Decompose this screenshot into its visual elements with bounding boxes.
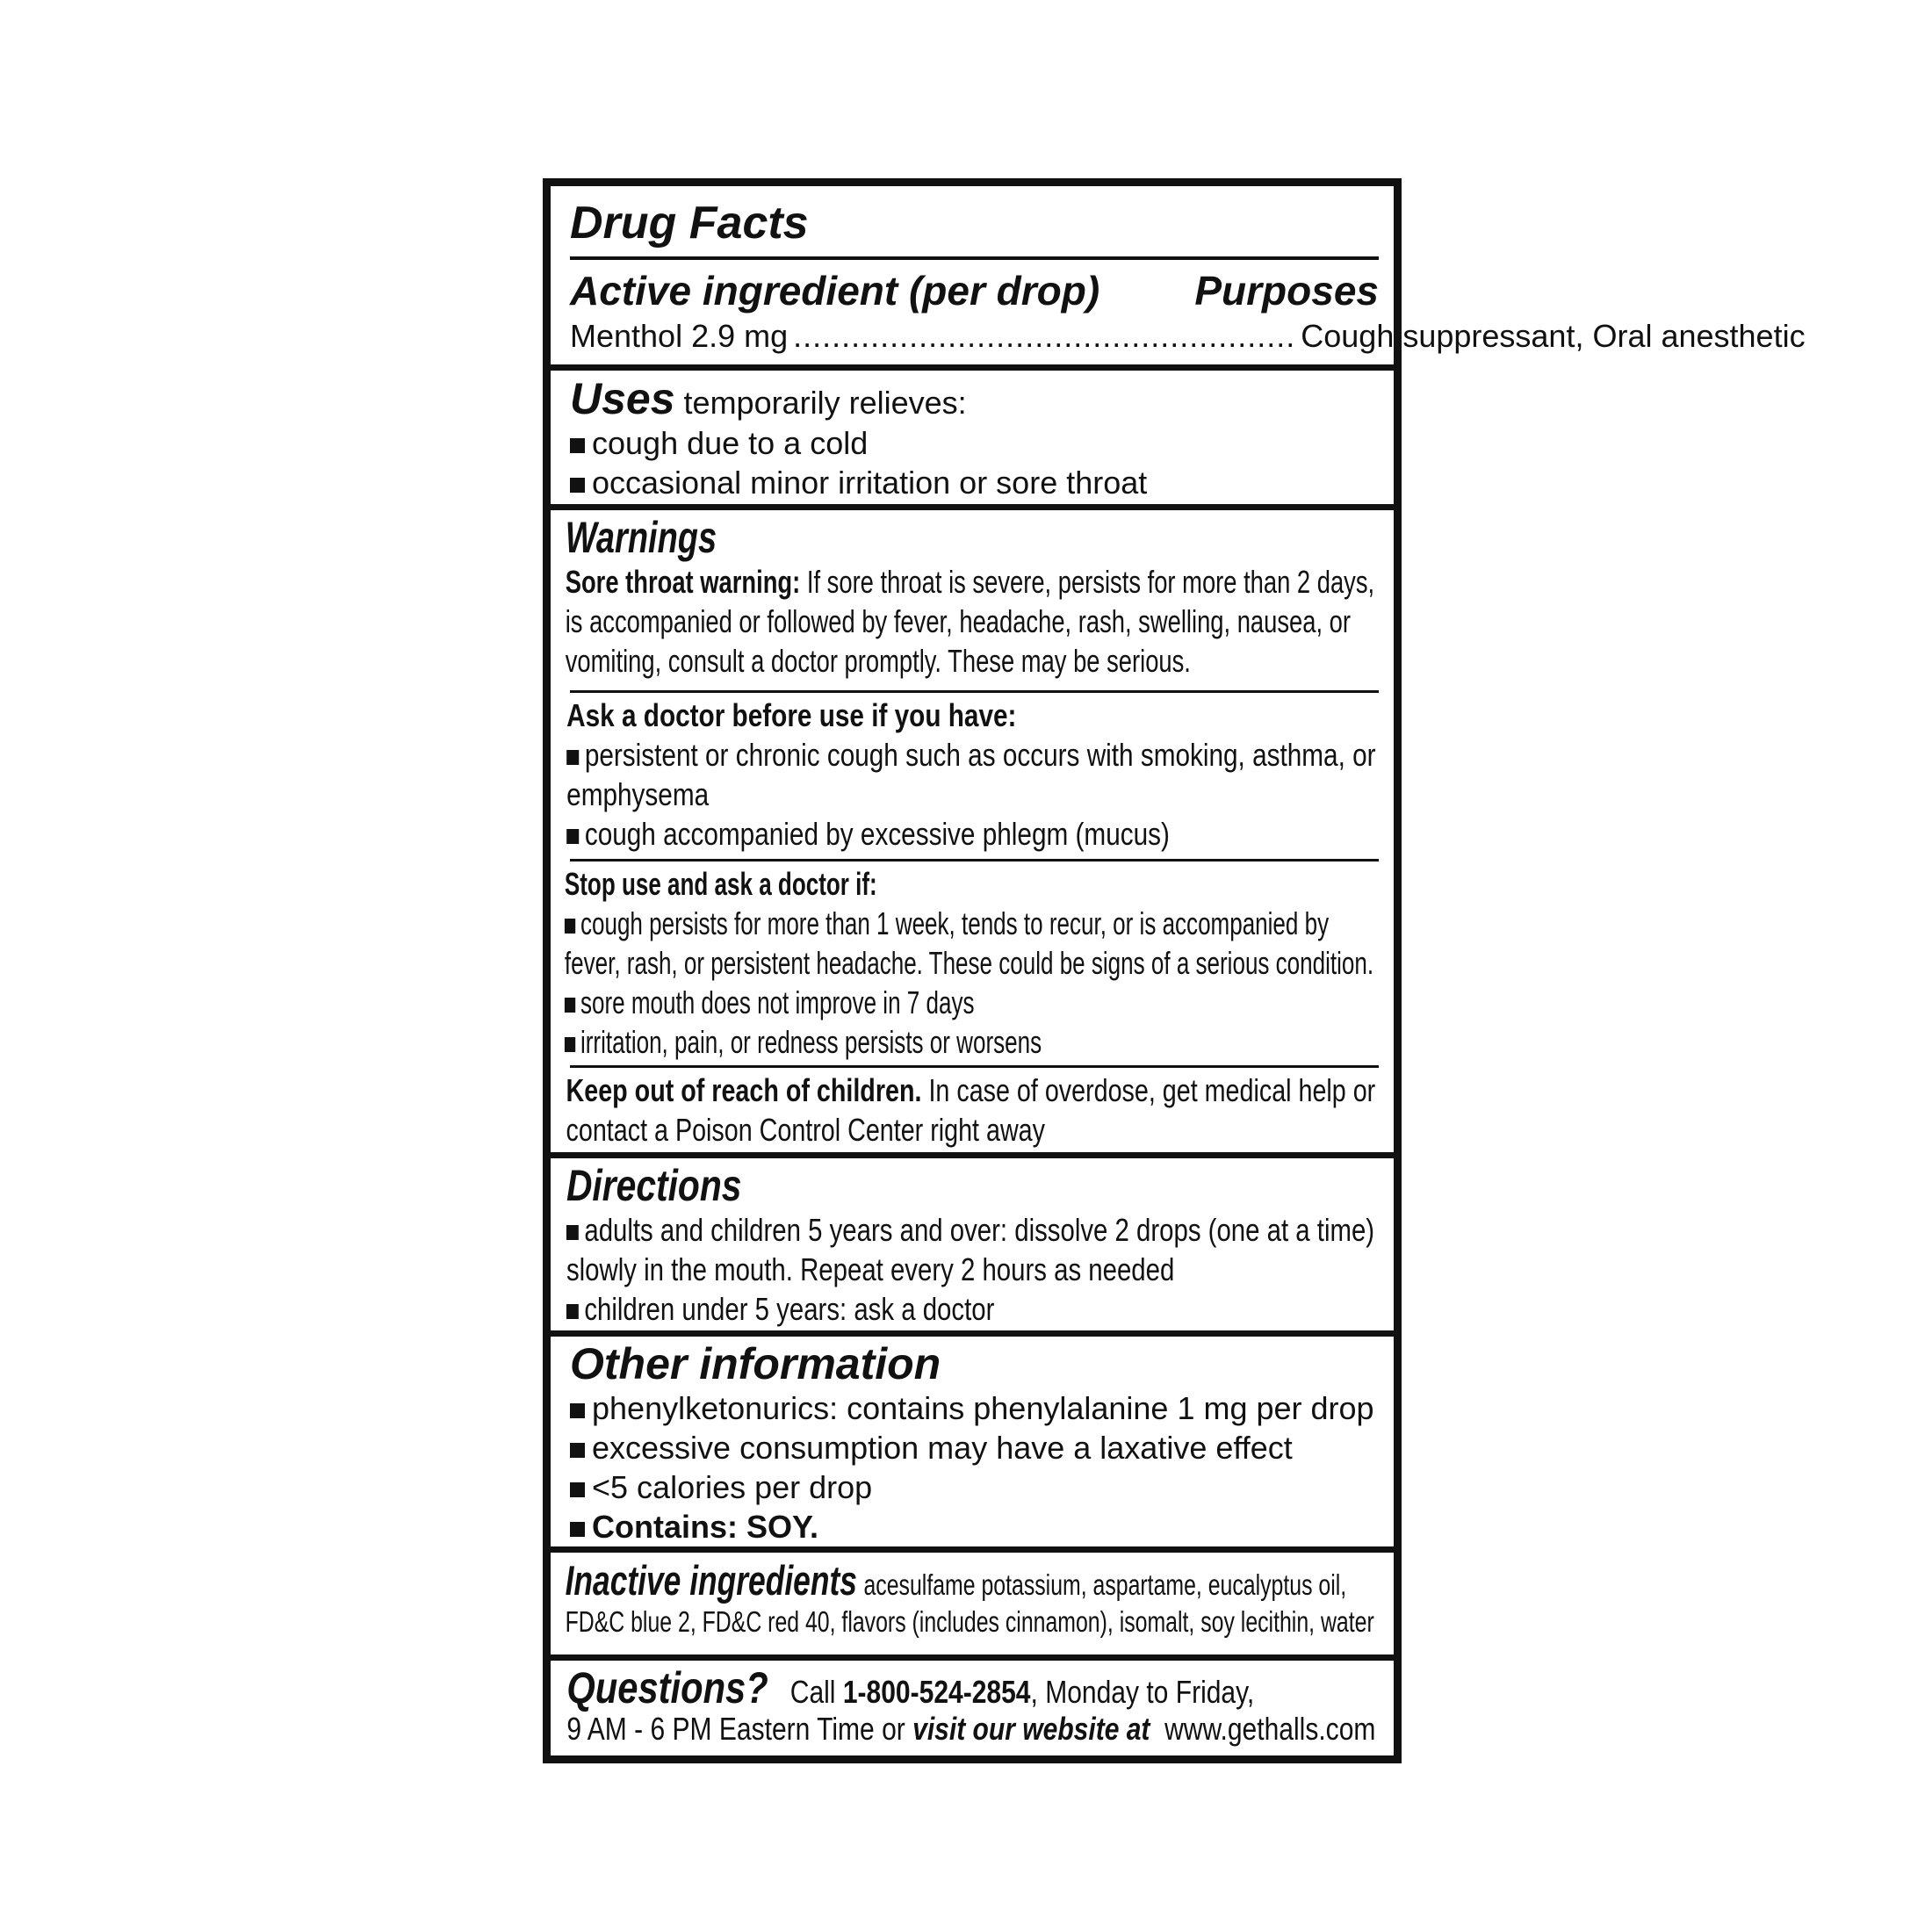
sore-throat-label: Sore throat warning:: [565, 564, 801, 600]
list-item-continuation: slowly in the mouth. Repeat every 2 hours as needed: [566, 1251, 1175, 1287]
active-ingredient-name: Menthol 2.9 mg: [570, 318, 789, 354]
list-item: cough due to a cold: [570, 423, 1379, 463]
list-item: cough persists for more than 1 week, tends to recur, or is accompanied by: [565, 904, 1150, 943]
keep-out-text: In case of overdose, get medical help or: [928, 1072, 1376, 1108]
list-item-continuation: emphysema: [566, 776, 710, 812]
list-item: <5 calories per drop: [570, 1467, 1379, 1507]
stop-use-label: Stop use and ask a doctor if:: [564, 866, 877, 902]
drug-facts-title: Drug Facts: [570, 198, 809, 249]
list-item: Contains: SOY.: [570, 1507, 1379, 1546]
inactive-text: FD&C blue 2, FD&C red 40, flavors (includes cinnamon), isomalt, soy lecithin, water: [565, 1605, 1374, 1638]
bullet-icon: [570, 1443, 585, 1458]
uses-panel: [551, 374, 1394, 502]
section-divider: [551, 504, 1394, 510]
bullet-icon: [570, 1403, 585, 1418]
active-ingredient-block: [551, 267, 1806, 356]
section-divider: [551, 1546, 1394, 1553]
bullet-icon: [570, 438, 585, 453]
bullet-icon: [566, 1225, 579, 1240]
sore-throat-text: If sore throat is severe, persists for more than 2 days,: [806, 564, 1375, 600]
keep-out-text: contact a Poison Control Center right away: [566, 1112, 1045, 1148]
other-info-heading: Other information: [570, 1339, 941, 1388]
warnings-panel: [551, 513, 1375, 681]
warnings-heading: Warnings: [565, 513, 717, 562]
list-item: excessive consumption may have a laxative effect: [570, 1428, 1379, 1467]
bullet-icon: [570, 478, 585, 493]
dot-leader: ....................................................: [793, 318, 1296, 354]
bullet-icon: [565, 998, 575, 1013]
keep-out-panel: [551, 1071, 1376, 1150]
list-item: persistent or chronic cough such as occurs with smoking, asthma, or: [566, 735, 1235, 775]
ask-doctor-label: Ask a doctor before use if you have:: [566, 697, 1017, 733]
call-text: Call: [789, 1674, 836, 1710]
section-divider: [551, 1654, 1394, 1661]
keep-out-label: Keep out of reach of children.: [566, 1072, 922, 1108]
list-item: occasional minor irritation or sore throat: [570, 463, 1379, 502]
stop-use-panel: [551, 864, 1374, 1062]
subsection-divider: [570, 859, 1379, 861]
bullet-icon: [566, 829, 579, 844]
list-item: sore mouth does not improve in 7 days: [565, 983, 1150, 1022]
bullet-icon: [566, 750, 579, 765]
list-item-continuation: fever, rash, or persistent headache. These could be signs of a serious condition.: [564, 945, 1374, 981]
bullet-icon: [565, 1037, 575, 1052]
ask-doctor-panel: [551, 696, 1376, 854]
drug-facts-label: [543, 178, 1806, 1763]
list-item: phenylketonurics: contains phenylalanine 1 mg per drop: [570, 1388, 1379, 1428]
purposes-heading: Purposes: [1194, 268, 1379, 314]
active-ingredient-heading: Active ingredient (per drop): [570, 268, 1100, 314]
bullet-icon: [566, 1304, 579, 1319]
bullet-icon: [570, 1522, 585, 1537]
bullet-icon: [565, 919, 575, 934]
questions-panel: [551, 1663, 1376, 1748]
sore-throat-text: vomiting, consult a doctor promptly. These may be serious.: [565, 643, 1191, 679]
hours-text: 9 AM - 6 PM Eastern Time or: [566, 1711, 905, 1747]
subsection-divider: [570, 690, 1379, 693]
sore-throat-text: is accompanied or followed by fever, headache, rash, swelling, nausea, or: [565, 603, 1352, 639]
list-item: adults and children 5 years and over: dissolve 2 drops (one at a time): [566, 1210, 1227, 1250]
uses-heading: Uses: [570, 374, 675, 423]
active-ingredient-panel: [551, 197, 1394, 249]
section-divider: [551, 1152, 1394, 1158]
website-link[interactable]: www.gethalls.com: [1164, 1711, 1376, 1747]
active-ingredient-purpose: Cough suppressant, Oral anesthetic: [1301, 318, 1806, 354]
uses-intro: temporarily relieves:: [683, 385, 967, 421]
section-divider: [551, 364, 1394, 371]
inactive-text: acesulfame potassium, aspartame, eucalyptus oil,: [863, 1568, 1347, 1601]
subsection-divider: [570, 1065, 1379, 1068]
hours-text: , Monday to Friday,: [1030, 1674, 1255, 1710]
directions-heading: Directions: [566, 1161, 742, 1210]
questions-heading: Questions?: [566, 1663, 768, 1712]
title-divider: [570, 256, 1379, 260]
directions-panel: [551, 1161, 1375, 1329]
other-info-panel: [551, 1339, 1394, 1546]
section-divider: [551, 1330, 1394, 1337]
inactive-heading: Inactive ingredients: [565, 1557, 857, 1604]
phone-number[interactable]: 1-800-524-2854: [842, 1674, 1031, 1710]
visit-text: visit our website at: [912, 1711, 1150, 1747]
list-item: irritation, pain, or redness persists or worsens: [565, 1022, 1150, 1062]
inactive-panel: [551, 1556, 1374, 1641]
bullet-icon: [570, 1482, 585, 1497]
list-item: children under 5 years: ask a doctor: [566, 1289, 1227, 1329]
list-item: cough accompanied by excessive phlegm (mucus): [566, 814, 1235, 854]
